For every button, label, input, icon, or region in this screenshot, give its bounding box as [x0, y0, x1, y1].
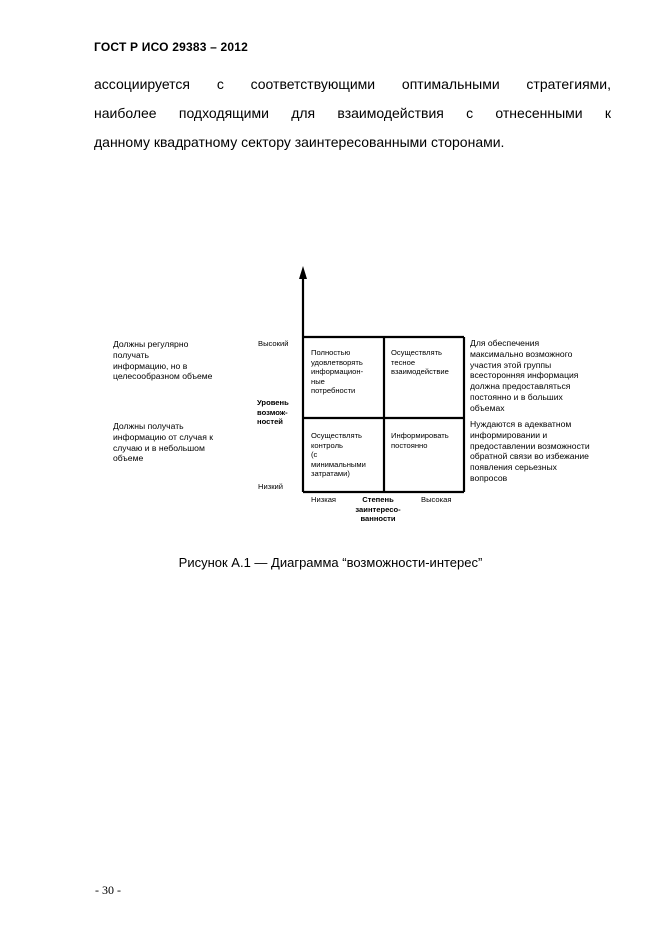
- left-note-top: [113, 339, 253, 382]
- paragraph-line: ассоциируется с соответствующими оптимальными стратегиями,: [94, 76, 611, 92]
- quadrant-line: (с: [311, 450, 318, 460]
- quadrant-line: ные: [311, 376, 325, 386]
- quadrant-bottom-left: [311, 431, 383, 479]
- quadrant-top-right: [391, 348, 463, 377]
- quadrant-line: взаимодействие: [391, 367, 449, 377]
- axis-title-line: возмож-: [257, 407, 288, 417]
- note-line: объемах: [470, 402, 505, 413]
- left-note-bottom: [113, 421, 253, 464]
- note-line: целесообразном объеме: [113, 371, 213, 382]
- quadrant-line: затратами): [311, 469, 350, 479]
- y-axis-title: [257, 398, 301, 427]
- figure-caption: Рисунок А.1 — Диаграмма “возможности-интерес”: [178, 555, 483, 570]
- axis-title-line: ванности: [360, 514, 396, 524]
- paragraph-line: наиболее подходящими для взаимодействия с отнесенными к: [94, 105, 611, 121]
- quadrant-line: информацион-: [311, 367, 364, 377]
- note-line: Должны регулярно: [113, 339, 189, 349]
- note-line: случаю и в небольшом: [113, 442, 205, 453]
- note-line: максимально возможного: [470, 348, 573, 359]
- x-axis-title: [340, 495, 416, 524]
- note-line: участия этой группы: [470, 359, 552, 370]
- note-line: всесторонняя информация: [470, 370, 579, 381]
- note-line: Должны получать: [113, 421, 184, 431]
- note-line: Для обеспечения: [470, 338, 540, 348]
- y-axis-high-label: Высокий: [258, 339, 289, 348]
- note-line: обратной связи во избежание: [470, 451, 589, 462]
- axis-title-line: заинтересо-: [355, 504, 401, 514]
- note-line: должна предоставляться: [470, 381, 571, 392]
- quadrant-line: контроль: [311, 440, 343, 450]
- note-line: постоянно и в больших: [470, 391, 563, 402]
- page-number: - 30 -: [95, 883, 121, 897]
- quadrant-line: Информировать: [391, 431, 449, 440]
- note-line: информировании и: [470, 429, 548, 440]
- y-axis-arrow-icon: [299, 266, 307, 279]
- note-line: объеме: [113, 453, 144, 464]
- note-line: Нуждаются в адекватном: [470, 419, 572, 429]
- y-axis-low-label: Низкий: [258, 482, 284, 491]
- quadrant-line: тесное: [391, 357, 416, 367]
- axis-title-line: Уровень: [257, 398, 289, 407]
- paragraph-line: данному квадратному сектору заинтересованными сторонами.: [94, 134, 505, 150]
- quadrant-line: минимальными: [311, 459, 366, 469]
- quadrant-line: Осуществлять: [311, 431, 362, 440]
- quadrant-line: удовлетворять: [311, 357, 363, 367]
- note-line: получать: [113, 349, 150, 360]
- axis-title-line: Степень: [362, 495, 394, 504]
- quadrant-top-left: [311, 348, 383, 396]
- quadrant-line: Осуществлять: [391, 348, 442, 357]
- note-line: предоставлении возможности: [470, 440, 590, 451]
- axis-title-line: ностей: [257, 417, 283, 427]
- note-line: информацию, но в: [113, 360, 188, 371]
- quadrant-line: постоянно: [391, 440, 428, 450]
- note-line: вопросов: [470, 472, 508, 483]
- note-line: информацию от случая к: [113, 431, 213, 442]
- quadrant-bottom-right: [391, 431, 463, 450]
- right-note-top: [470, 338, 620, 414]
- note-line: появления серьезных: [470, 462, 557, 473]
- quadrant-line: потребности: [311, 386, 356, 396]
- right-note-bottom: [470, 419, 620, 484]
- x-axis-low-label: Низкая: [311, 495, 337, 504]
- x-axis-high-label: Высокая: [421, 495, 452, 504]
- document-header: ГОСТ Р ИСО 29383 – 2012: [94, 40, 249, 54]
- quadrant-line: Полностью: [311, 348, 351, 357]
